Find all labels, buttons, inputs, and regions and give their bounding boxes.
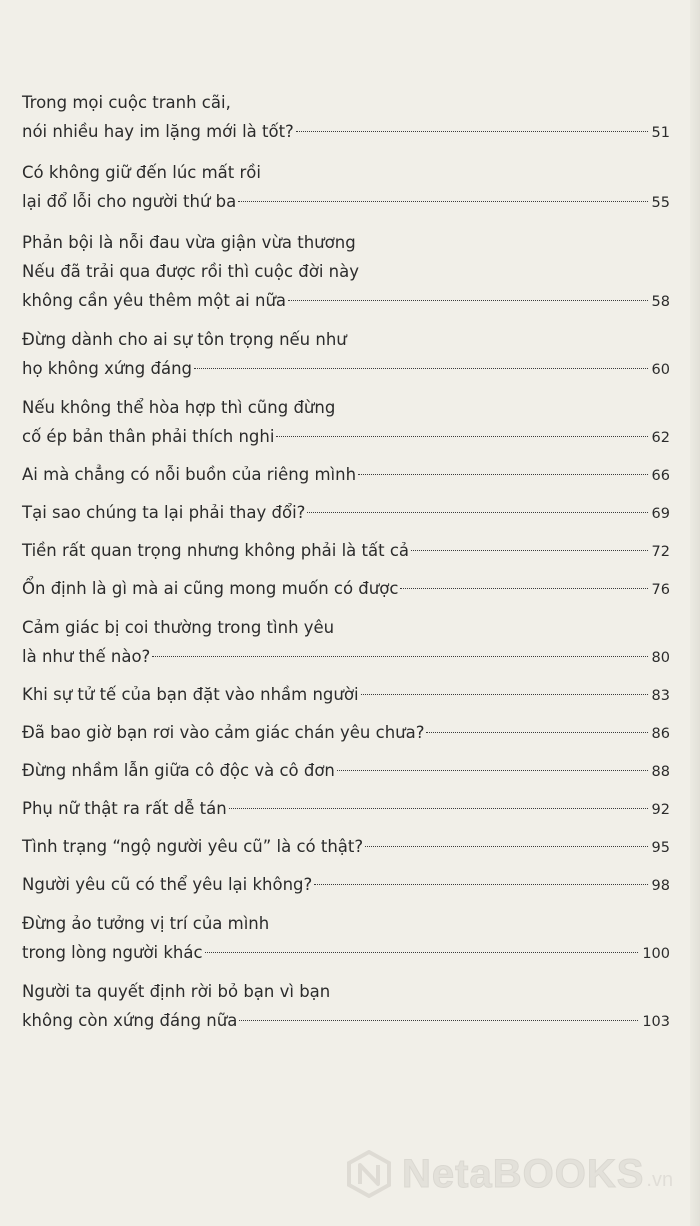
toc-entry-title-line: Người yêu cũ có thể yêu lại không? <box>22 875 313 894</box>
toc-entry-last-line <box>22 536 670 565</box>
toc-entry-last-line <box>22 286 670 315</box>
toc-page-number: 60 <box>651 362 670 378</box>
toc-entry-title-line: Nếu không thể hòa hợp thì cũng đừng <box>22 398 336 417</box>
toc-entry <box>22 832 670 861</box>
toc-entry-line <box>22 325 670 354</box>
dot-leader <box>361 694 648 695</box>
page-edge <box>690 0 700 1226</box>
toc-page-number: 76 <box>651 582 670 598</box>
toc-entry-line <box>22 977 670 1006</box>
toc-page-number: 95 <box>651 840 670 856</box>
toc-entry-last-line <box>22 718 670 747</box>
toc-entry-title-line: Đừng dành cho ai sự tôn trọng nếu như <box>22 330 347 349</box>
dot-leader <box>358 474 648 475</box>
toc-entry-title-line: không cần yêu thêm một ai nữa <box>22 291 287 310</box>
toc-page-number: 100 <box>642 946 670 962</box>
toc-entry <box>22 718 670 747</box>
toc-entry-last-line <box>22 574 670 603</box>
toc-entry-title-line: Ổn định là gì mà ai cũng mong muốn có được <box>22 579 399 598</box>
toc-entry-title-line: lại đổ lỗi cho người thứ ba <box>22 192 237 211</box>
toc-page-number: 92 <box>651 802 670 818</box>
dot-leader <box>238 201 647 202</box>
toc-entry-line <box>22 909 670 938</box>
dot-leader <box>276 436 647 437</box>
toc-entry-last-line <box>22 832 670 861</box>
toc-entry-title-line: Trong mọi cuộc tranh cãi, <box>22 93 231 112</box>
toc-entry-last-line <box>22 117 670 146</box>
toc-entry-title-line: Nếu đã trải qua được rồi thì cuộc đời này <box>22 262 359 281</box>
watermark-suffix: .vn <box>646 1169 674 1191</box>
toc-entry-title-line: Ai mà chẳng có nỗi buồn của riêng mình <box>22 465 357 484</box>
dot-leader <box>426 732 647 733</box>
toc-entry <box>22 325 670 383</box>
toc-entry-title-line: Phụ nữ thật ra rất dễ tán <box>22 799 227 818</box>
dot-leader <box>307 512 647 513</box>
toc-entry-title-line: Khi sự tử tế của bạn đặt vào nhầm người <box>22 685 359 704</box>
toc-entry-last-line <box>22 870 670 899</box>
toc-entry-line <box>22 257 670 286</box>
toc-page-number: 83 <box>651 688 670 704</box>
toc-entry-last-line <box>22 680 670 709</box>
netabooks-logo-icon <box>346 1150 392 1198</box>
toc-entry <box>22 393 670 451</box>
toc-entry-title-line: Đã bao giờ bạn rơi vào cảm giác chán yêu chưa? <box>22 723 425 742</box>
toc-entry-title-line: nói nhiều hay im lặng mới là tốt? <box>22 122 294 141</box>
toc-entry <box>22 88 670 146</box>
toc-entry-title-line: Tiền rất quan trọng nhưng không phải là tất cả <box>22 541 410 560</box>
toc-page-number: 66 <box>651 468 670 484</box>
dot-leader <box>205 952 639 953</box>
toc-page-number: 58 <box>651 294 670 310</box>
toc-entry-title-line: Có không giữ đến lúc mất rồi <box>22 163 261 182</box>
dot-leader <box>152 656 647 657</box>
toc-entry-last-line <box>22 187 670 216</box>
toc-entry-line <box>22 88 670 117</box>
toc-entry-title-line: không còn xứng đáng nữa <box>22 1011 238 1030</box>
toc-entry <box>22 870 670 899</box>
toc-entry <box>22 680 670 709</box>
toc-page-number: 69 <box>651 506 670 522</box>
toc-entry <box>22 460 670 489</box>
dot-leader <box>411 550 648 551</box>
watermark-brand: NetaBOOKS <box>402 1151 645 1196</box>
dot-leader <box>239 1020 638 1021</box>
toc-entry-last-line <box>22 938 670 967</box>
toc-entry-title-line: Đừng ảo tưởng vị trí của mình <box>22 914 270 933</box>
toc-entry-title-line: Đừng nhầm lẫn giữa cô độc và cô đơn <box>22 761 335 780</box>
toc-entry <box>22 909 670 967</box>
toc-entry-title-line: Người ta quyết định rời bỏ bạn vì bạn <box>22 982 331 1001</box>
dot-leader <box>296 131 648 132</box>
dot-leader <box>194 368 648 369</box>
toc-entry-line <box>22 613 670 642</box>
toc-entry <box>22 977 670 1035</box>
toc-entry-title-line: Phản bội là nỗi đau vừa giận vừa thương <box>22 233 356 252</box>
toc-entry <box>22 574 670 603</box>
toc-entry-title-line: là như thế nào? <box>22 647 151 666</box>
toc-page-number: 51 <box>651 125 670 141</box>
watermark-logo <box>346 1144 686 1204</box>
toc-entry-title-line: trong lòng người khác <box>22 943 203 962</box>
toc-entry <box>22 536 670 565</box>
toc-entry-title-line: Cảm giác bị coi thường trong tình yêu <box>22 618 335 637</box>
dot-leader <box>229 808 648 809</box>
toc-page-number: 55 <box>651 195 670 211</box>
toc-entry-title-line: Tại sao chúng ta lại phải thay đổi? <box>22 503 306 522</box>
dot-leader <box>314 884 647 885</box>
toc-entry-title-line: Tình trạng “ngộ người yêu cũ” là có thật? <box>22 837 364 856</box>
toc-entry-last-line <box>22 422 670 451</box>
toc-entry-last-line <box>22 794 670 823</box>
toc-page-number: 98 <box>651 878 670 894</box>
dot-leader <box>365 846 647 847</box>
toc-entry-last-line <box>22 1006 670 1035</box>
dot-leader <box>400 588 647 589</box>
toc-entry-line <box>22 158 670 187</box>
toc-entry <box>22 794 670 823</box>
toc-entry <box>22 498 670 527</box>
toc-entry-line <box>22 228 670 257</box>
dot-leader <box>337 770 648 771</box>
toc-entry <box>22 158 670 216</box>
toc-entry <box>22 228 670 315</box>
toc-entry-line <box>22 393 670 422</box>
toc-page-number: 103 <box>642 1014 670 1030</box>
toc-page-number: 72 <box>651 544 670 560</box>
toc-page-number: 62 <box>651 430 670 446</box>
toc-entry <box>22 613 670 671</box>
toc-entry-last-line <box>22 460 670 489</box>
toc-page-number: 86 <box>651 726 670 742</box>
toc-entry-last-line <box>22 354 670 383</box>
dot-leader <box>288 300 648 301</box>
toc-entry-title-line: cố ép bản thân phải thích nghi <box>22 427 275 446</box>
toc-page-number: 88 <box>651 764 670 780</box>
toc-entry-last-line <box>22 498 670 527</box>
toc-entry-last-line <box>22 642 670 671</box>
toc-entry-title-line: họ không xứng đáng <box>22 359 192 378</box>
toc-entry-last-line <box>22 756 670 785</box>
toc-entry <box>22 756 670 785</box>
table-of-contents <box>22 78 670 1035</box>
toc-page-number: 80 <box>651 650 670 666</box>
